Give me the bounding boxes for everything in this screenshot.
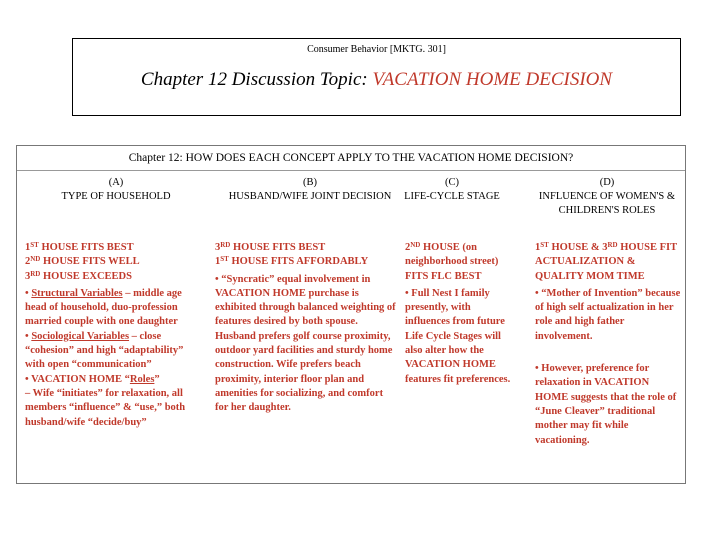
- bullet-mother-of-invention: • “Mother of Invention” because of high self actualization in her role and high father involvement.: [535, 287, 681, 342]
- concept-table: [16, 145, 686, 484]
- bullet-sociological: • Sociological Variables – close “cohesion” and high “adaptability” with open “communication”: [25, 330, 184, 371]
- column-header-d: [533, 176, 681, 218]
- bullet-full-nest: • Full Nest I family presently, with influences from future Life Cycle Stages will also alter how the VACATION HOME features fit preferences.: [405, 287, 511, 385]
- house-fit-line: 3RD HOUSE FITS BEST: [215, 241, 326, 253]
- house-fit-line: 1ST HOUSE FITS AFFORDABLY: [215, 255, 369, 268]
- column-letter: (A): [108, 177, 124, 188]
- table-banner: Chapter 12: HOW DOES EACH CONCEPT APPLY TO THE VACATION HOME DECISION?: [17, 146, 685, 171]
- column-b-content: [215, 241, 396, 416]
- bullet-structural: • Structural Variables – middle age head of household, duo-profession married couple with one daughter: [25, 287, 182, 328]
- column-c-content: [405, 241, 515, 387]
- topic-title: VACATION HOME DECISION: [372, 69, 613, 90]
- chapter-title: [73, 69, 680, 91]
- house-fit-line: 1ST HOUSE & 3RD HOUSE FIT ACTUALIZATION & QUALITY MOM TIME: [535, 241, 677, 282]
- house-fit-line: 1ST HOUSE FITS BEST: [25, 241, 134, 253]
- column-a-content: [25, 241, 197, 430]
- course-title: Consumer Behavior [MKTG. 301]: [307, 44, 446, 55]
- house-fit-line: 2ND HOUSE (on neighborhood street) FITS FLC BEST: [405, 241, 499, 282]
- column-letter: (B): [303, 177, 317, 188]
- bullet-june-cleaver: • However, preference for relaxation in VACATION HOME suggests that the role of “June Cleaver” traditional mother may fit while vacationing.: [535, 363, 677, 446]
- column-letter: (D): [599, 177, 615, 188]
- house-fit-line: 2ND HOUSE FITS WELL: [25, 255, 140, 268]
- column-d-content: [535, 241, 681, 448]
- column-header-b: [215, 176, 405, 204]
- column-header-c: [403, 176, 501, 204]
- column-header-a: [21, 176, 211, 204]
- chapter-prefix: Chapter 12 Discussion Topic:: [140, 69, 373, 90]
- bullet-roles: • VACATION HOME “Roles”: [25, 373, 160, 385]
- house-fit-line: 3RD HOUSE EXCEEDS: [25, 269, 132, 282]
- column-letter: (C): [445, 177, 459, 188]
- column-title: INFLUENCE OF WOMEN'S & CHILDREN'S ROLES: [538, 191, 676, 216]
- column-title: TYPE OF HOUSEHOLD: [61, 191, 171, 202]
- column-title: HUSBAND/WIFE JOINT DECISION: [228, 191, 392, 202]
- header-box: [72, 38, 681, 116]
- bullet-roles-detail: – Wife “initiates” for relaxation, all members “influence” & “use,” both husband/wife “decide/buy”: [25, 387, 186, 428]
- column-title: LIFE-CYCLE STAGE: [404, 191, 500, 202]
- bullet-syncratic: • “Syncratic” equal involvement in VACATION HOME purchase is exhibited through balanced weighting of features desired by both spouse. Husband prefers golf course proximity, outdoor yard facilities and sturdy home construction. Wife prefers beach proximity, interior floor plan and amenities for socializing, and comfort for her daughter.: [215, 273, 396, 414]
